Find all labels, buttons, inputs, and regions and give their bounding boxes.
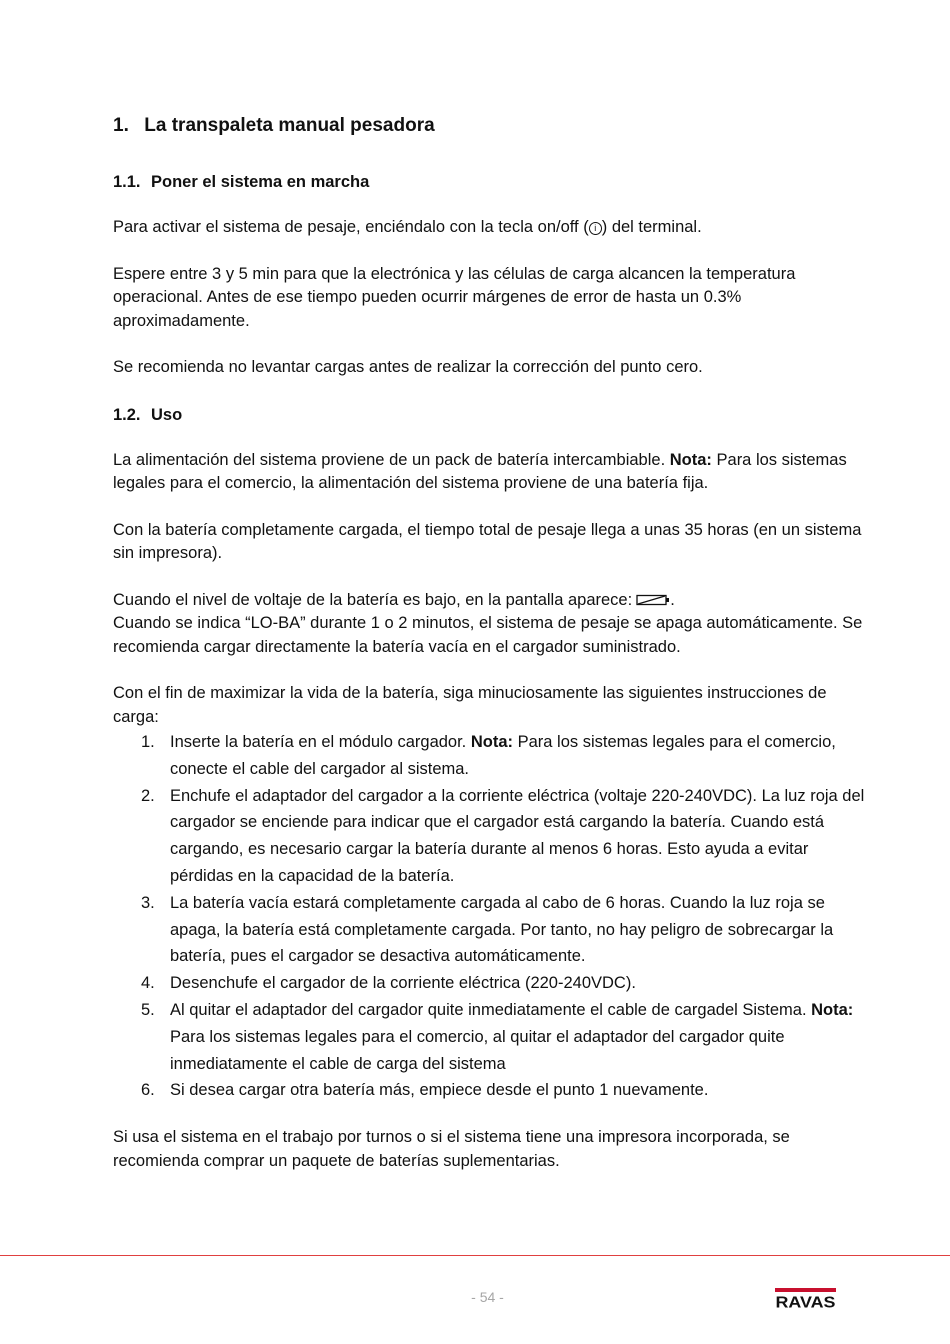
note-label: Nota: bbox=[669, 450, 712, 469]
list-item-text: Para los sistemas legales para el comercio, conecte el cable del cargador al sistema. bbox=[170, 733, 836, 778]
list-item-text: Si desea cargar otra batería más, empiece desde el punto 1 nuevamente. bbox=[170, 1081, 709, 1100]
list-item-number: 4. bbox=[141, 974, 155, 993]
paragraph-low-battery bbox=[113, 589, 873, 660]
text-run: La alimentación del sistema proviene de un pack de batería intercambiable. bbox=[113, 450, 670, 469]
list-item-text: Al quitar el adaptador del cargador quite inmediatamente el cable de cargadel Sistema. bbox=[170, 1000, 812, 1019]
section-1-2-heading bbox=[113, 403, 873, 427]
low-battery-icon bbox=[636, 594, 670, 606]
list-item-text: La batería vacía estará completamente cargada al cabo de 6 horas. Cuando la luz roja se apaga, la batería está completamente cargada. Por tanto, no hay peligro de sobrecargar la batería, pues el cargador se desactiva automáticamente. bbox=[170, 893, 834, 966]
list-item-number: 6. bbox=[141, 1081, 155, 1100]
section-number: 1.2. bbox=[113, 405, 141, 424]
heading-text: La transpaleta manual pesadora bbox=[144, 115, 435, 136]
footer-divider bbox=[0, 1255, 950, 1256]
text-run: Para los sistemas legales para el comercio, la alimentación del sistema proviene de una batería fija. bbox=[113, 450, 847, 492]
list-item-text: Para los sistemas legales para el comercio, al quitar el adaptador del cargador quite inmediatamente el cable de carga del sistema bbox=[170, 1027, 785, 1073]
ravas-logo bbox=[775, 1288, 836, 1309]
paragraph-shift-work: Si usa el sistema en el trabajo por turnos o si el sistema tiene una impresora incorporada, se recomienda comprar un paquete de baterías suplementarias. bbox=[113, 1128, 790, 1170]
text-run: . bbox=[670, 590, 675, 609]
section-1-1-heading bbox=[113, 170, 873, 194]
paragraph-weighing-time: Con la batería completamente cargada, el tiempo total de pesaje llega a unas 35 horas (en un sistema sin impresora). bbox=[113, 520, 862, 562]
paragraph-zero: Se recomienda no levantar cargas antes de realizar la corrección del punto cero. bbox=[113, 358, 703, 376]
list-item-text: Desenchufe el cargador de la corriente eléctrica (220-240VDC). bbox=[170, 974, 636, 993]
list-item-number: 5. bbox=[141, 1000, 155, 1019]
text-run: Para activar el sistema de pesaje, enciéndalo con la tecla on/off ( bbox=[113, 218, 589, 236]
paragraph-power-supply bbox=[113, 449, 873, 496]
list-item-number: 3. bbox=[141, 893, 155, 912]
list-item-text: Enchufe el adaptador del cargador a la corriente eléctrica (voltaje 220-240VDC). La luz roja del cargador se enciende para indicar que el cargador está cargando la batería. Cuando está cargando, es necesario cargar la batería durante al menos 6 horas. Esto ayuda a evitar pérdidas en la capacidad de la batería. bbox=[170, 786, 865, 885]
document-body bbox=[113, 112, 873, 1196]
heading-1 bbox=[113, 112, 873, 140]
list-item bbox=[113, 783, 873, 890]
paragraph-instructions-intro: Con el fin de maximizar la vida de la batería, siga minuciosamente las siguientes instrucciones de carga: bbox=[113, 684, 827, 726]
heading-number: 1. bbox=[113, 115, 129, 136]
list-item bbox=[113, 1077, 873, 1104]
section-title: Uso bbox=[151, 405, 183, 424]
paragraph-power-on bbox=[113, 216, 873, 240]
text-run: Cuando se indica “LO-BA” durante 1 o 2 minutos, el sistema de pesaje se apaga automáticamente. Se recomienda cargar directamente la batería vacía en el cargador suministrado. bbox=[113, 614, 863, 656]
list-item bbox=[113, 970, 873, 997]
power-circle-icon: i bbox=[589, 222, 602, 235]
note-label: Nota: bbox=[470, 733, 514, 751]
list-item-text: Inserte la batería en el módulo cargador. bbox=[170, 733, 471, 751]
text-run: ) del terminal. bbox=[601, 218, 702, 236]
section-number: 1.1. bbox=[113, 173, 141, 191]
section-title: Poner el sistema en marcha bbox=[151, 173, 370, 191]
page-number: - 54 - bbox=[471, 1289, 504, 1305]
instructions-list bbox=[113, 729, 873, 1104]
list-item bbox=[113, 890, 873, 970]
text-run: Cuando el nivel de voltaje de la batería es bajo, en la pantalla aparece: bbox=[113, 590, 633, 609]
list-item-number: 2. bbox=[141, 786, 155, 805]
list-item bbox=[113, 997, 873, 1077]
paragraph-warmup: Espere entre 3 y 5 min para que la electrónica y las células de carga alcancen la temperatura operacional. Antes de ese tiempo pueden ocurrir márgenes de error de hasta un 0.3% aproximadamente. bbox=[113, 264, 796, 330]
list-item-number: 1. bbox=[141, 733, 155, 751]
note-label: Nota: bbox=[811, 1000, 854, 1019]
logo-text: RAVAS bbox=[775, 1294, 836, 1309]
list-item bbox=[113, 729, 873, 783]
